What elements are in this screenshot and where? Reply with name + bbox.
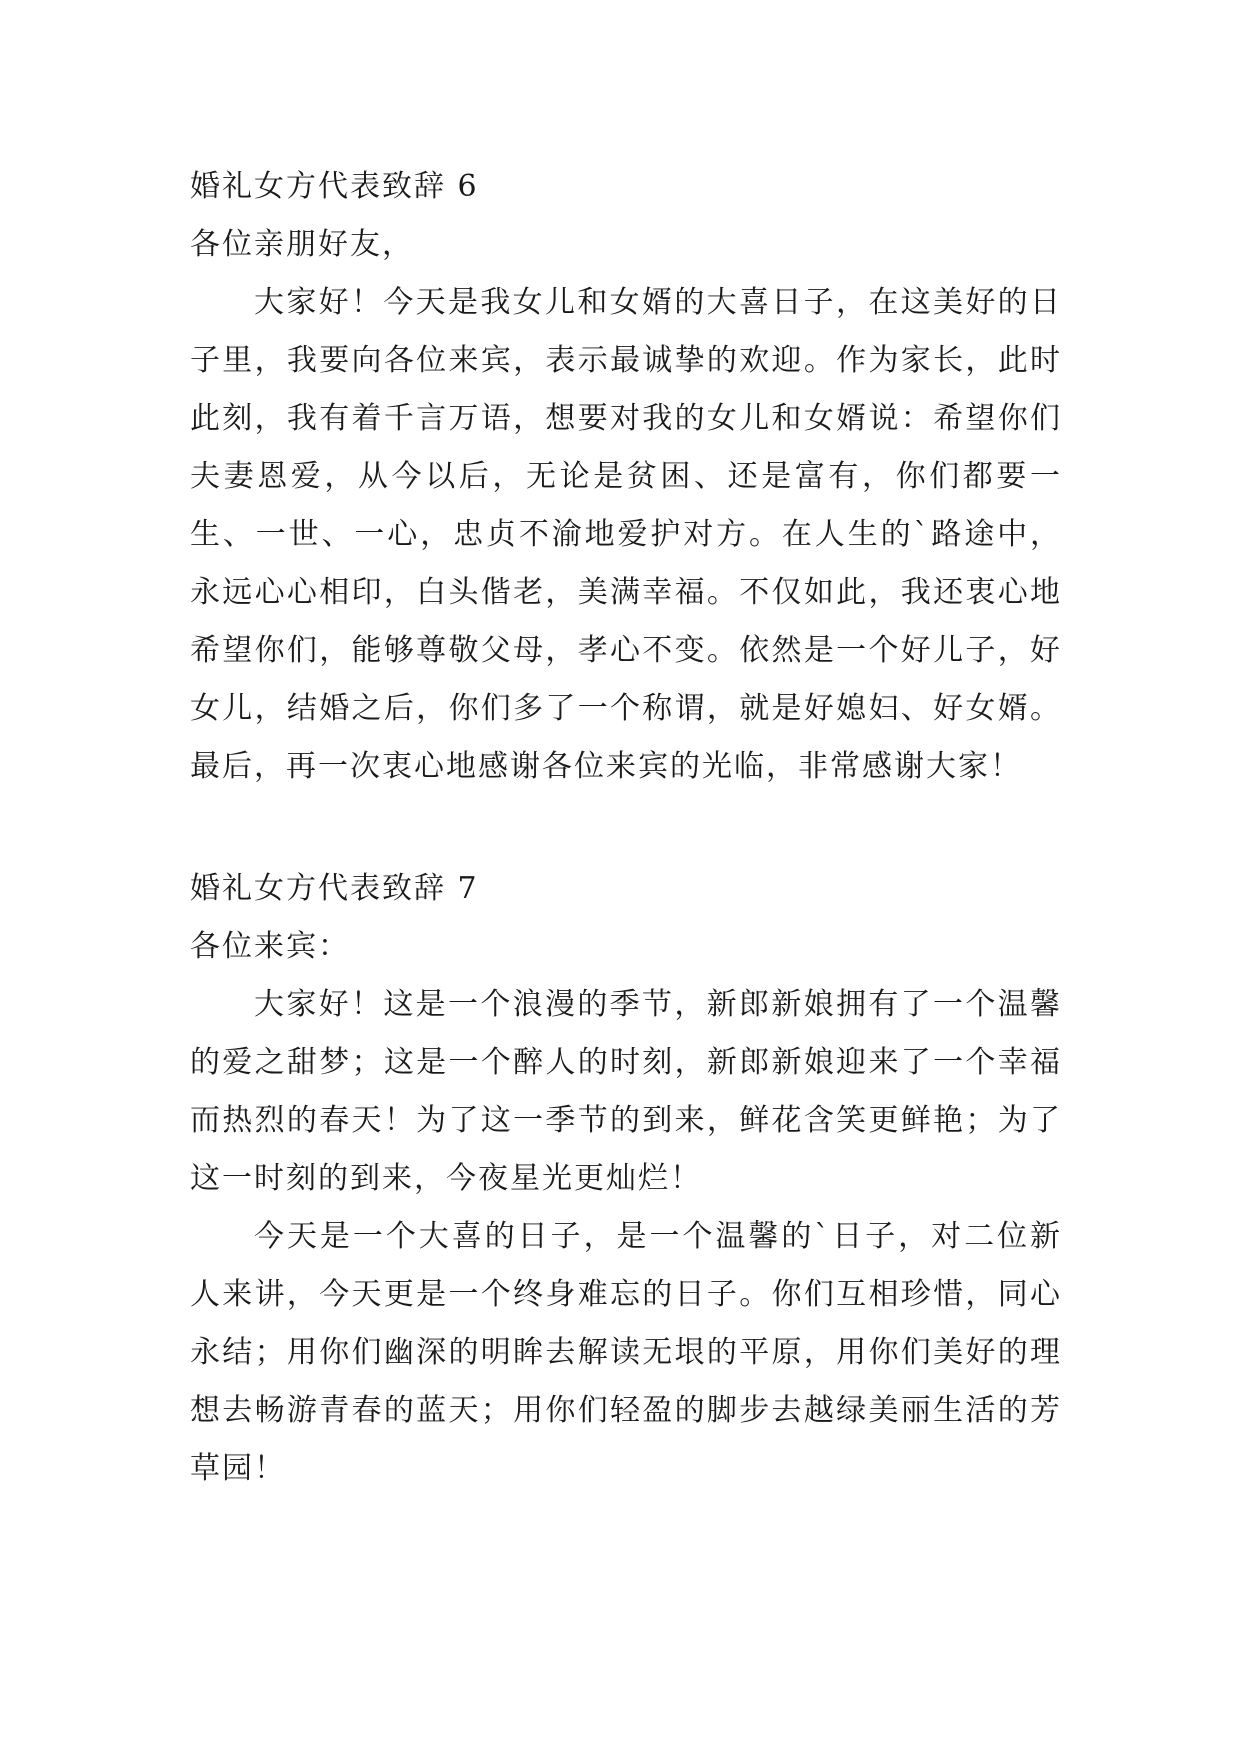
section-title: 婚礼女方代表致辞 7 (190, 871, 479, 906)
paragraph: 大家好！这是一个浪漫的季节，新郎新娘拥有了一个温馨的爱之甜梦；这是一个醉人的时刻，新郎新娘迎来了一个幸福而热烈的春天！为了这一季节的到来，鲜花含笑更鲜艳；为了这一时刻的到来，今夜星光更灿烂！ (190, 987, 1062, 1196)
document-body (190, 158, 1062, 1498)
paragraph: 今天是一个大喜的日子，是一个温馨的`日子，对二位新人来讲，今天更是一个终身难忘的日子。你们互相珍惜，同心永结；用你们幽深的明眸去解读无垠的平原，用你们美好的理想去畅游青春的蓝天；用你们轻盈的脚步去越绿美丽生活的芳草园！ (190, 1219, 1062, 1486)
section-spacer (190, 796, 1062, 860)
speech-section-7 (190, 860, 1062, 1498)
section-title: 婚礼女方代表致辞 6 (190, 169, 479, 204)
salutation: 各位来宾： (190, 929, 350, 964)
speech-section-6 (190, 158, 1062, 796)
paragraph: 大家好！今天是我女儿和女婿的大喜日子，在这美好的日子里，我要向各位来宾，表示最诚挚的欢迎。作为家长，此时此刻，我有着千言万语，想要对我的女儿和女婿说：希望你们夫妻恩爱，从今以后，无论是贫困、还是富有，你们都要一生、一世、一心，忠贞不渝地爱护对方。在人生的`路途中，永远心心相印，白头偕老，美满幸福。不仅如此，我还衷心地希望你们，能够尊敬父母，孝心不变。依然是一个好儿子，好女儿，结婚之后，你们多了一个称谓，就是好媳妇、好女婿。最后，再一次衷心地感谢各位来宾的光临，非常感谢大家！ (190, 285, 1062, 784)
salutation: 各位亲朋好友， (190, 227, 414, 262)
